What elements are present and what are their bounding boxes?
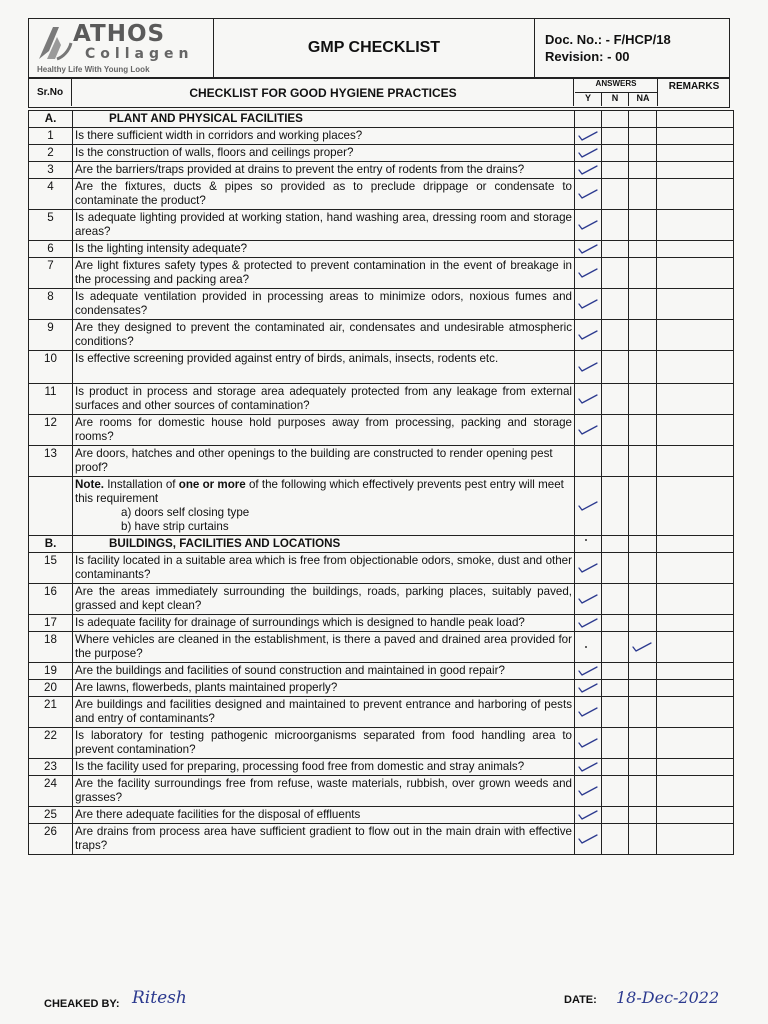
answer-n-cell[interactable] xyxy=(602,446,629,477)
check-mark-icon xyxy=(578,298,598,310)
remarks-cell[interactable] xyxy=(657,320,734,351)
answer-y-cell[interactable] xyxy=(575,807,602,824)
answer-na-cell[interactable] xyxy=(629,320,657,351)
answer-na-cell[interactable] xyxy=(629,776,657,807)
answer-y-cell[interactable] xyxy=(575,289,602,320)
answer-na-cell[interactable] xyxy=(629,162,657,179)
note-subitem: a) doors self closing type xyxy=(121,506,250,519)
remarks-cell[interactable] xyxy=(657,807,734,824)
row-number: 3 xyxy=(29,162,73,179)
remarks-cell[interactable] xyxy=(657,111,734,128)
answer-y-cell[interactable] xyxy=(575,162,602,179)
row-number: 2 xyxy=(29,145,73,162)
answer-y-cell[interactable] xyxy=(575,210,602,241)
question-text: Are rooms for domestic house hold purposes away from processing, packing and storage rooms? xyxy=(73,415,575,446)
answer-na-header: NA xyxy=(636,93,650,103)
answer-na-cell[interactable] xyxy=(629,663,657,680)
answer-na-cell[interactable] xyxy=(629,258,657,289)
row-number: 6 xyxy=(29,241,73,258)
table-row xyxy=(29,446,734,477)
table-row xyxy=(29,210,734,241)
table-row xyxy=(29,824,734,855)
table-row xyxy=(29,807,734,824)
check-mark-icon xyxy=(578,219,598,231)
check-mark-icon xyxy=(632,641,652,653)
question-text: Is the facility used for preparing, processing food free from domestic and stray animals? xyxy=(73,759,575,776)
logo-mark-icon xyxy=(35,21,75,65)
question-text: Are lawns, flowerbeds, plants maintained properly? xyxy=(73,680,575,697)
answer-y-cell[interactable] xyxy=(575,258,602,289)
question-text: Is adequate lighting provided at working station, hand washing area, dressing room and storage areas? xyxy=(73,210,575,241)
answer-n-cell[interactable] xyxy=(602,320,629,351)
answer-n-cell[interactable] xyxy=(602,536,629,553)
column-header-row xyxy=(28,78,730,108)
check-mark-icon xyxy=(578,393,598,405)
question-text: Is effective screening provided against entry of birds, animals, insects, rodents etc. xyxy=(73,351,575,384)
check-mark-icon xyxy=(578,785,598,797)
answer-na-cell[interactable] xyxy=(629,824,657,855)
answer-n-cell[interactable] xyxy=(602,553,629,584)
answer-na-cell[interactable] xyxy=(629,289,657,320)
dot-mark-icon xyxy=(585,646,587,648)
note-label: Note. xyxy=(75,478,104,491)
answer-y-cell[interactable] xyxy=(575,128,602,145)
answer-n-cell[interactable] xyxy=(602,111,629,128)
check-mark-icon xyxy=(578,761,598,773)
remarks-cell[interactable] xyxy=(657,697,734,728)
check-mark-icon xyxy=(578,682,598,694)
answer-na-cell[interactable] xyxy=(629,759,657,776)
answer-na-cell[interactable] xyxy=(629,351,657,384)
remarks-cell[interactable] xyxy=(657,615,734,632)
answer-y-cell[interactable] xyxy=(575,759,602,776)
row-number: A. xyxy=(29,111,73,128)
row-number: 20 xyxy=(29,680,73,697)
logo-tagline: Healthy Life With Young Look xyxy=(37,65,150,74)
section-title: BUILDINGS, FACILITIES AND LOCATIONS xyxy=(73,536,575,553)
answer-n-cell[interactable] xyxy=(602,632,629,663)
table-row xyxy=(29,320,734,351)
remarks-cell[interactable] xyxy=(657,776,734,807)
remarks-cell[interactable] xyxy=(657,351,734,384)
answer-y-cell[interactable] xyxy=(575,111,602,128)
note-text: of the following which effectively prevents pest entry will meet this requirement xyxy=(75,478,564,505)
table-row xyxy=(29,776,734,807)
answers-header xyxy=(575,79,658,106)
table-row xyxy=(29,179,734,210)
check-mark-icon xyxy=(578,617,598,629)
remarks-cell[interactable] xyxy=(657,759,734,776)
table-row xyxy=(29,145,734,162)
question-text: Are the areas immediately surrounding the buildings, roads, parking places, suitably paved, grassed and kept clean? xyxy=(73,584,575,615)
remarks-cell[interactable] xyxy=(657,258,734,289)
answer-na-cell[interactable] xyxy=(629,384,657,415)
answer-y-cell[interactable] xyxy=(575,320,602,351)
check-mark-icon xyxy=(578,665,598,677)
answer-na-cell[interactable] xyxy=(629,536,657,553)
signature: Ritesh xyxy=(132,988,187,1008)
table-row xyxy=(29,632,734,663)
table-row xyxy=(29,289,734,320)
answer-n-cell[interactable] xyxy=(602,824,629,855)
remarks-cell[interactable] xyxy=(657,128,734,145)
remarks-cell[interactable] xyxy=(657,553,734,584)
answer-n-cell[interactable] xyxy=(602,415,629,446)
answer-na-cell[interactable] xyxy=(629,179,657,210)
question-text: Are the facility surroundings free from refuse, waste materials, rubbish, over grown weeds and grasses? xyxy=(73,776,575,807)
note-text: Installation of xyxy=(103,478,179,491)
row-number: 13 xyxy=(29,446,73,477)
answer-na-cell[interactable] xyxy=(629,553,657,584)
answer-y-cell[interactable] xyxy=(575,145,602,162)
check-mark-icon xyxy=(578,361,598,373)
table-row xyxy=(29,258,734,289)
answer-n-cell[interactable] xyxy=(602,697,629,728)
table-row xyxy=(29,415,734,446)
answer-n-cell[interactable] xyxy=(602,128,629,145)
answer-na-cell[interactable] xyxy=(629,632,657,663)
logo-brand: ATHOS xyxy=(73,21,166,47)
checklist-body xyxy=(29,111,734,855)
answer-y-cell[interactable] xyxy=(575,351,602,384)
section-row xyxy=(29,111,734,128)
question-text: Is facility located in a suitable area which is free from objectionable odors, smoke, dust and other contaminants? xyxy=(73,553,575,584)
answer-n-cell[interactable] xyxy=(602,663,629,680)
remarks-cell[interactable] xyxy=(657,289,734,320)
answer-y-cell[interactable] xyxy=(575,241,602,258)
table-row xyxy=(29,384,734,415)
section-title: PLANT AND PHYSICAL FACILITIES xyxy=(73,111,575,128)
check-mark-icon xyxy=(578,267,598,279)
question-text: Are they designed to prevent the contaminated air, condensates and undesirable atmospheric conditions? xyxy=(73,320,575,351)
answer-n-cell[interactable] xyxy=(602,241,629,258)
answer-na-cell[interactable] xyxy=(629,241,657,258)
answer-na-cell[interactable] xyxy=(629,697,657,728)
remarks-cell[interactable] xyxy=(657,384,734,415)
answer-y-cell[interactable] xyxy=(575,179,602,210)
check-mark-icon xyxy=(578,833,598,845)
row-number: 11 xyxy=(29,384,73,415)
question-text: Are drains from process area have sufficient gradient to flow out in the main drain with effective traps? xyxy=(73,824,575,855)
date-value: 18-Dec-2022 xyxy=(616,988,720,1007)
question-text: Is laboratory for testing pathogenic microorganisms separated from food handling area to prevent contamination? xyxy=(73,728,575,759)
table-row xyxy=(29,728,734,759)
answer-na-cell[interactable] xyxy=(629,111,657,128)
question-text: Are there adequate facilities for the disposal of effluents xyxy=(73,807,575,824)
answer-n-cell[interactable] xyxy=(602,258,629,289)
answer-n-cell[interactable] xyxy=(602,351,629,384)
checked-by-label: CHEAKED BY: xyxy=(44,998,120,1010)
answer-y-cell[interactable] xyxy=(575,824,602,855)
question-text: Are the barriers/traps provided at drains to prevent the entry of rodents from the drains? xyxy=(73,162,575,179)
table-row xyxy=(29,584,734,615)
remarks-cell[interactable] xyxy=(657,145,734,162)
check-mark-icon xyxy=(578,329,598,341)
answer-n-cell[interactable] xyxy=(602,728,629,759)
remarks-cell[interactable] xyxy=(657,210,734,241)
answer-y-cell[interactable] xyxy=(575,553,602,584)
checklist-table xyxy=(28,110,734,855)
answer-n-cell[interactable] xyxy=(602,759,629,776)
table-row xyxy=(29,351,734,384)
check-mark-icon xyxy=(578,188,598,200)
row-number: 25 xyxy=(29,807,73,824)
remarks-cell[interactable] xyxy=(657,415,734,446)
question-text: Where vehicles are cleaned in the establishment, is there a paved and drained area provided for the purpose? xyxy=(73,632,575,663)
doc-number: Doc. No.: - F/HCP/18 xyxy=(545,32,671,47)
answer-n-cell[interactable] xyxy=(602,210,629,241)
answers-label: ANSWERS xyxy=(575,79,657,93)
remarks-cell[interactable] xyxy=(657,680,734,697)
row-number: 21 xyxy=(29,697,73,728)
date-label: DATE: xyxy=(564,994,597,1006)
answer-n-cell[interactable] xyxy=(602,384,629,415)
answer-na-cell[interactable] xyxy=(629,210,657,241)
answer-n-cell[interactable] xyxy=(602,584,629,615)
question-text: Is the lighting intensity adequate? xyxy=(73,241,575,258)
row-number: 18 xyxy=(29,632,73,663)
check-mark-icon xyxy=(578,706,598,718)
question-text: Are buildings and facilities designed and maintained to prevent entrance and harboring of pests and entry of contaminants? xyxy=(73,697,575,728)
check-mark-icon xyxy=(578,593,598,605)
answer-y-cell[interactable] xyxy=(575,728,602,759)
table-row xyxy=(29,615,734,632)
answer-n-cell[interactable] xyxy=(602,477,629,536)
company-logo xyxy=(35,21,211,75)
question-text: Is adequate ventilation provided in processing areas to minimize odors, noxious fumes and condensates? xyxy=(73,289,575,320)
dot-mark-icon xyxy=(585,539,587,541)
answer-y-cell[interactable] xyxy=(575,384,602,415)
check-mark-icon xyxy=(578,424,598,436)
answer-n-cell[interactable] xyxy=(602,179,629,210)
remarks-cell[interactable] xyxy=(657,584,734,615)
row-number: 15 xyxy=(29,553,73,584)
document-header xyxy=(28,18,730,78)
answer-y-cell[interactable] xyxy=(575,584,602,615)
revision-number: Revision: - 00 xyxy=(545,49,630,64)
answer-na-cell[interactable] xyxy=(629,615,657,632)
section-row xyxy=(29,536,734,553)
table-row xyxy=(29,697,734,728)
remarks-cell[interactable] xyxy=(657,632,734,663)
check-mark-icon xyxy=(578,130,598,142)
row-number: 5 xyxy=(29,210,73,241)
answer-na-cell[interactable] xyxy=(629,446,657,477)
table-row xyxy=(29,663,734,680)
answer-y-cell[interactable] xyxy=(575,680,602,697)
answer-y-cell[interactable] xyxy=(575,776,602,807)
question-text: Is the construction of walls, floors and ceilings proper? xyxy=(73,145,575,162)
remarks-cell[interactable] xyxy=(657,728,734,759)
check-mark-icon xyxy=(578,500,598,512)
question-text: Is adequate facility for drainage of surroundings which is designed to handle peak load? xyxy=(73,615,575,632)
page-title: GMP CHECKLIST xyxy=(214,19,535,77)
answer-n-header: N xyxy=(602,93,629,106)
question-text: Is product in process and storage area adequately protected from any leakage from external surfaces and other sources of contamination? xyxy=(73,384,575,415)
note-subitem: b) have strip curtains xyxy=(121,520,229,533)
answer-n-cell[interactable] xyxy=(602,807,629,824)
row-number xyxy=(29,477,73,536)
check-mark-icon xyxy=(578,809,598,821)
row-number: 12 xyxy=(29,415,73,446)
row-number: 16 xyxy=(29,584,73,615)
remarks-cell[interactable] xyxy=(657,446,734,477)
answer-y-cell[interactable] xyxy=(575,536,602,553)
question-text: Are the fixtures, ducts & pipes so provided as to preclude drippage or condensate to contaminate the product? xyxy=(73,179,575,210)
row-number: 8 xyxy=(29,289,73,320)
answer-y-cell[interactable] xyxy=(575,697,602,728)
answer-n-cell[interactable] xyxy=(602,680,629,697)
answer-na-cell[interactable] xyxy=(629,807,657,824)
answer-na-cell[interactable] xyxy=(629,680,657,697)
remarks-cell[interactable] xyxy=(657,663,734,680)
remarks-cell[interactable] xyxy=(657,477,734,536)
answer-na-cell[interactable] xyxy=(629,728,657,759)
doc-info xyxy=(535,19,729,77)
table-row xyxy=(29,128,734,145)
question-text: Are doors, hatches and other openings to the building are constructed to render opening pest proof? xyxy=(73,446,575,477)
row-number: 19 xyxy=(29,663,73,680)
remarks-cell[interactable] xyxy=(657,536,734,553)
question-text: Are the buildings and facilities of sound construction and maintained in good repair? xyxy=(73,663,575,680)
checklist-title: CHECKLIST FOR GOOD HYGIENE PRACTICES xyxy=(73,79,574,106)
answer-na-cell[interactable] xyxy=(629,415,657,446)
check-mark-icon xyxy=(578,164,598,176)
row-number: 23 xyxy=(29,759,73,776)
srno-header: Sr.No xyxy=(29,79,72,106)
remarks-cell[interactable] xyxy=(657,241,734,258)
remarks-cell[interactable] xyxy=(657,162,734,179)
answer-y-cell[interactable] xyxy=(575,477,602,536)
table-row xyxy=(29,162,734,179)
question-text: Are light fixtures safety types & protected to prevent contamination in the event of breakage in the processing and packing area? xyxy=(73,258,575,289)
answer-n-cell[interactable] xyxy=(602,776,629,807)
remarks-cell[interactable] xyxy=(657,179,734,210)
row-number: 1 xyxy=(29,128,73,145)
answer-n-cell[interactable] xyxy=(602,615,629,632)
row-number: 7 xyxy=(29,258,73,289)
row-number: 26 xyxy=(29,824,73,855)
answer-y-header: Y xyxy=(575,93,602,106)
row-number: 22 xyxy=(29,728,73,759)
note-emphasis: one or more xyxy=(178,478,246,491)
table-row xyxy=(29,241,734,258)
answer-n-cell[interactable] xyxy=(602,162,629,179)
answer-y-cell[interactable] xyxy=(575,446,602,477)
answer-na-cell[interactable] xyxy=(629,128,657,145)
table-row xyxy=(29,477,734,536)
question-text xyxy=(73,477,575,536)
row-number: B. xyxy=(29,536,73,553)
check-mark-icon xyxy=(578,737,598,749)
remarks-cell[interactable] xyxy=(657,824,734,855)
table-row xyxy=(29,680,734,697)
check-mark-icon xyxy=(578,243,598,255)
row-number: 17 xyxy=(29,615,73,632)
logo-sub: Collagen xyxy=(85,46,194,62)
answer-y-cell[interactable] xyxy=(575,615,602,632)
answer-na-cell[interactable] xyxy=(629,145,657,162)
table-row xyxy=(29,759,734,776)
table-row xyxy=(29,553,734,584)
remarks-header: REMARKS xyxy=(668,81,720,92)
row-number: 24 xyxy=(29,776,73,807)
answer-n-cell[interactable] xyxy=(602,289,629,320)
row-number: 10 xyxy=(29,351,73,384)
answer-n-cell[interactable] xyxy=(602,145,629,162)
answer-na-cell[interactable] xyxy=(629,477,657,536)
question-text: Is there sufficient width in corridors and working places? xyxy=(73,128,575,145)
check-mark-icon xyxy=(578,562,598,574)
logo-cell xyxy=(29,19,214,77)
row-number: 9 xyxy=(29,320,73,351)
answer-na-cell[interactable] xyxy=(629,584,657,615)
answer-y-cell[interactable] xyxy=(575,663,602,680)
answer-y-cell[interactable] xyxy=(575,415,602,446)
row-number: 4 xyxy=(29,179,73,210)
answer-y-cell[interactable] xyxy=(575,632,602,663)
check-mark-icon xyxy=(578,147,598,159)
footer xyxy=(44,988,744,1018)
